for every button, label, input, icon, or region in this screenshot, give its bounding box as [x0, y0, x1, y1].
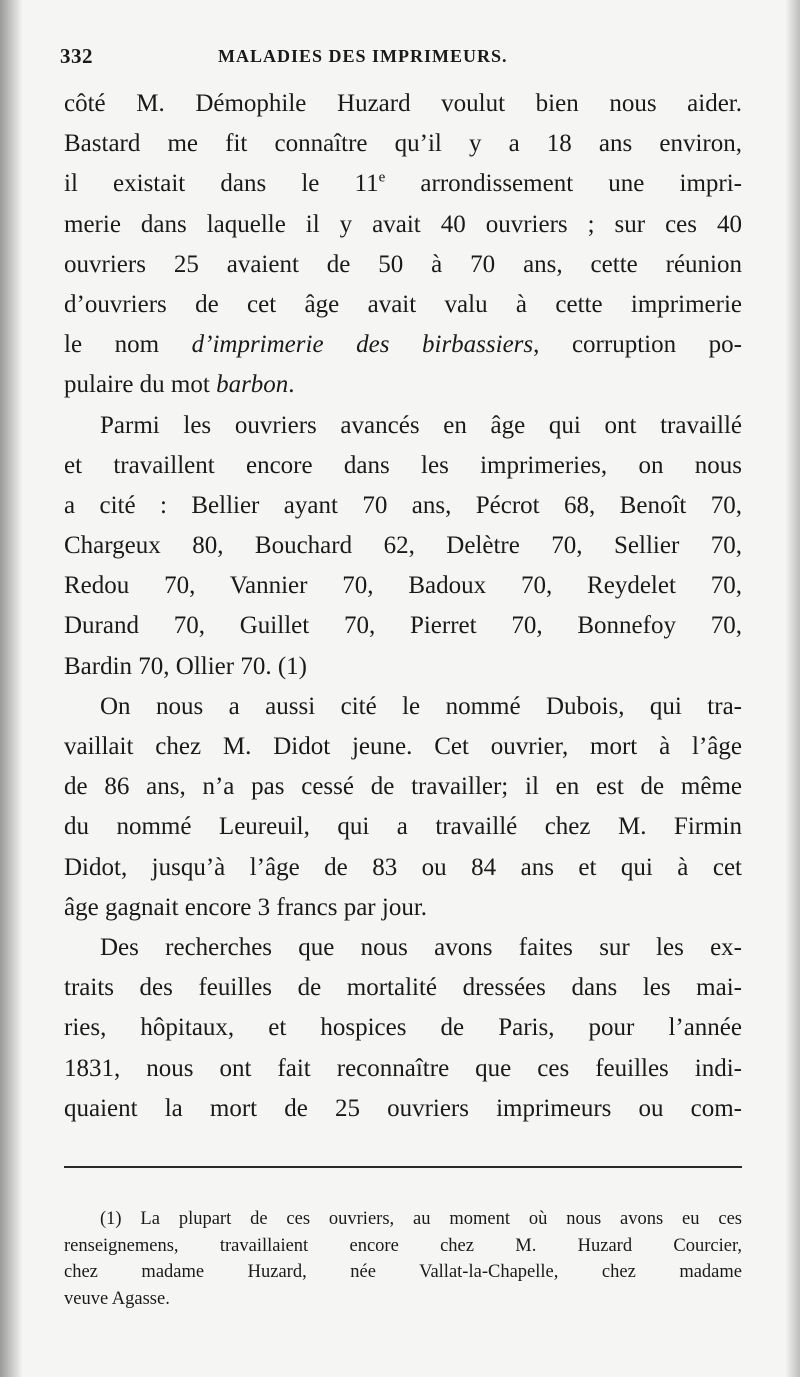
text-run: 1831, nous ont fait reconnaître que ces feuilles indi- [64, 1054, 742, 1082]
text-line [64, 1089, 742, 1129]
text-line [64, 767, 742, 807]
text-run: Bastard me fit connaître qu’il y a 18 ans environ, [64, 130, 742, 158]
text-run: merie dans laquelle il y avait 40 ouvriers ; sur ces 40 [64, 210, 742, 238]
italic-text: d’imprimerie des birbassiers [191, 331, 534, 359]
text-run: Parmi les ouvriers avancés en âge qui ont travaillé [100, 411, 742, 439]
text-run: a cité : Bellier ayant 70 ans, Pécrot 68, Benoît 70, [64, 491, 742, 519]
text-line [64, 486, 742, 526]
text-line [64, 606, 742, 646]
text-run: Redou 70, Vannier 70, Badoux 70, Reydelet 70, [64, 572, 742, 600]
text-run: côté M. Démophile Huzard voulut bien nous aider. [64, 90, 742, 117]
text-run: pulaire du mot [64, 371, 217, 399]
page-number: 332 [60, 44, 93, 68]
text-run: ries, hôpitaux, et hospices de Paris, pour l’année [64, 1014, 742, 1042]
page-edge-shadow [786, 0, 800, 1377]
text-run: , corruption po- [533, 331, 742, 359]
footnote-line: veuve Agasse. [64, 1288, 170, 1309]
text-run: Didot, jusqu’à l’âge de 83 ou 84 ans et qui à cet [64, 853, 742, 881]
text-line [64, 406, 742, 446]
text-line [64, 807, 742, 847]
text-run: arrondissement une impri- [385, 170, 742, 198]
text-run: Bardin 70, Ollier 70. (1) [64, 652, 308, 680]
body-text [64, 84, 742, 1129]
running-head: MALADIES DES IMPRIMEURS. [218, 46, 508, 66]
text-line [64, 446, 742, 486]
text-line [64, 526, 742, 566]
text-run: le nom [64, 331, 192, 359]
text-run: et travaillent encore dans les imprimeries, on nous [64, 451, 742, 479]
text-line [64, 1008, 742, 1048]
text-line [64, 325, 742, 365]
text-run: âge gagnait encore 3 francs par jour. [64, 893, 428, 921]
text-line [64, 647, 742, 687]
text-run: d’ouvriers de cet âge avait valu à cette imprimerie [64, 290, 742, 318]
text-run: quaient la mort de 25 ouvriers imprimeurs ou com- [64, 1094, 742, 1122]
text-run: Chargeux 80, Bouchard 62, Delètre 70, Sellier 70, [64, 532, 742, 560]
text-line [64, 124, 742, 164]
footnote-line: chez madame Huzard, née Vallat-la-Chapelle, chez madame [64, 1262, 742, 1282]
page-header [60, 44, 780, 74]
text-line [64, 727, 742, 767]
footnote-line: (1) La plupart de ces ouvriers, au moment où nous avons eu ces [100, 1209, 742, 1229]
text-run: de 86 ans, n’a pas cessé de travailler; il en est de même [64, 773, 742, 801]
text-line [64, 928, 742, 968]
text-line [64, 285, 742, 325]
text-line [64, 848, 742, 888]
text-line [64, 365, 742, 405]
text-run: vaillait chez M. Didot jeune. Cet ouvrier, mort à l’âge [64, 733, 742, 760]
footnote [64, 1206, 742, 1312]
text-run: du nommé Leureuil, qui a travaillé chez M. Firmin [64, 813, 742, 841]
text-line [64, 84, 742, 124]
page-gutter-shadow [0, 0, 22, 1377]
text-run: Des recherches que nous avons faites sur les ex- [100, 933, 742, 961]
text-line [64, 888, 742, 928]
text-line [64, 164, 742, 204]
text-line [64, 968, 742, 1008]
footnote-separator [64, 1166, 742, 1168]
superscript: e [378, 170, 386, 187]
text-line [64, 245, 742, 285]
text-run: il existait dans le 11 [64, 170, 379, 198]
text-run: Durand 70, Guillet 70, Pierret 70, Bonnefoy 70, [64, 612, 742, 640]
text-line [64, 205, 742, 245]
text-run: . [288, 371, 295, 399]
footnote-line: renseignemens, travaillaient encore chez M. Huzard Courcier, [64, 1235, 742, 1256]
text-run: traits des feuilles de mortalité dressées dans les mai- [64, 974, 742, 1002]
italic-text: barbon [216, 371, 289, 399]
text-line [64, 566, 742, 606]
text-line [64, 1049, 742, 1089]
text-run: ouvriers 25 avaient de 50 à 70 ans, cette réunion [64, 250, 742, 278]
text-line [64, 687, 742, 727]
text-run: On nous a aussi cité le nommé Dubois, qui tra- [100, 692, 742, 720]
